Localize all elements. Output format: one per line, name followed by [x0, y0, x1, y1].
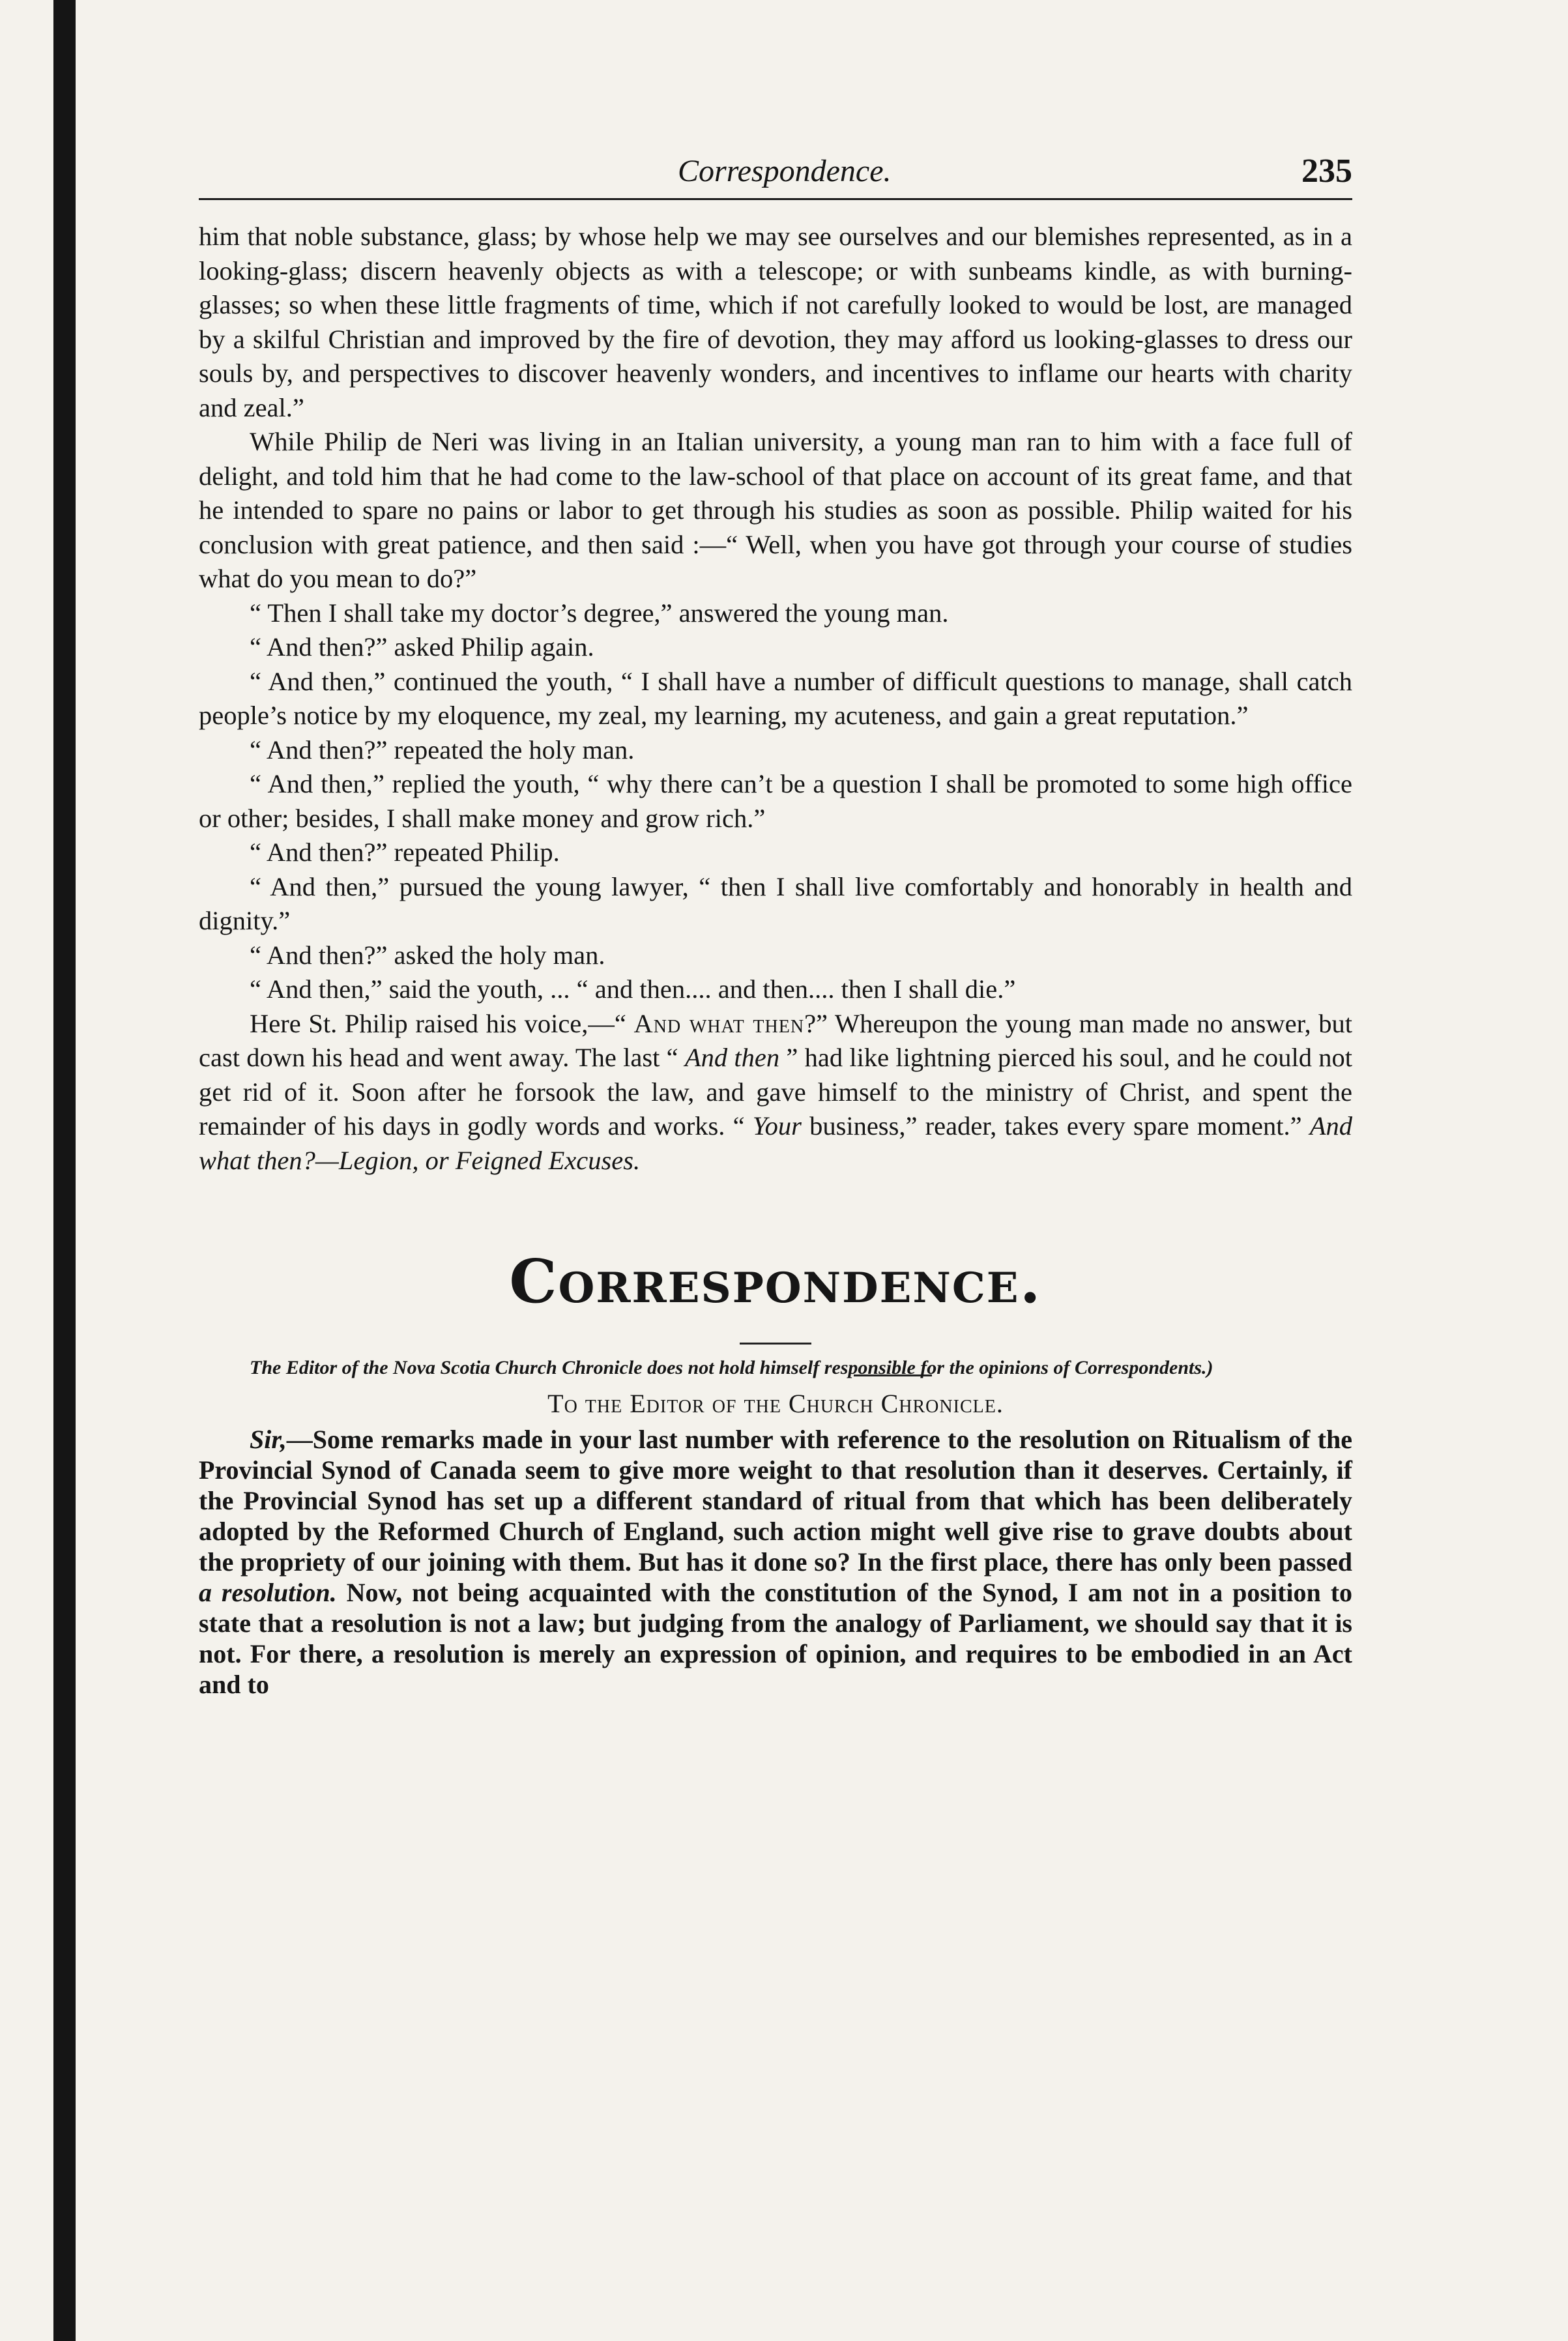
paragraph: “ And then,” said the youth, ... “ and then.... and then.... then I shall die.”	[250, 974, 1016, 1004]
page-header	[199, 134, 1352, 196]
paragraph: “ And then,” replied the youth, “ why there can’t be a question I shall be promoted to some high office or other; besides, I shall make money and grow rich.”	[199, 769, 1352, 833]
section-heading: Correspondence.	[509, 1246, 1042, 1316]
heading-rule	[740, 1343, 811, 1345]
paragraph: “ Then I shall take my doctor’s degree,” answered the young man.	[250, 598, 949, 628]
text-run: And what then	[633, 1008, 805, 1038]
text-run: Now, not being acquainted with the constitution of the Synod, I am not in a position to state that a resolution is not a law; but judging from the analogy of Parliament, we should say that it is not. For there, a resolution is merely an expression of opinion, and requires to be embodied in an Act and to	[199, 1578, 1353, 1699]
book-spine-shadow	[53, 0, 76, 2341]
paragraph: While Philip de Neri was living in an Italian university, a young man ran to him with a face full of delight, and told him that he had come to the law-school of that place on account of its great fame, and that he intended to spare no pains or labor to get through his studies as soon as possible. Philip waited for his conclusion with great patience, and then said :—“ Well, when you have got through your course of studies what do you mean to do?”	[199, 427, 1352, 593]
text-run: a resolution.	[199, 1578, 337, 1607]
text-run: And what then?—Legion, or Feigned Excuses.	[199, 1111, 1353, 1175]
paragraph: “ And then?” asked Philip again.	[250, 632, 594, 662]
letter-body	[199, 1424, 1352, 1700]
article-body	[199, 220, 1352, 1178]
letter-address: To the Editor of the Church Chronicle.	[547, 1389, 1004, 1418]
page-number: 235	[1301, 153, 1352, 190]
text-run: —Some remarks made in your last number with reference to the resolution on Ritualism of the Provincial Synod of Canada seem to give more weight to that resolution than it deserves. Certainly, if the Provincial Synod has set up a different standard of ritual from that which has been deliberately adopted by the Reformed Church of England, such action might well give rise to grave doubts about the propriety of our joining with them. But has it done so? In the first place, there has only been passed	[199, 1425, 1352, 1577]
text-run: And then	[684, 1043, 780, 1072]
paragraph: “ And then?” repeated Philip.	[250, 837, 560, 867]
text-run: Your	[752, 1111, 802, 1141]
paragraph: “ And then?” asked the holy man.	[250, 940, 605, 970]
text-run: business,” reader, takes every spare moment.”	[801, 1111, 1310, 1141]
paragraph: “ And then?” repeated the holy man.	[250, 734, 635, 764]
paragraph: him that noble substance, glass; by whose help we may see ourselves and our blemishes represented, as in a looking-glass; discern heavenly objects as with a telescope; or with sunbeams kindle, as with burning-glasses; so when these little fragments of time, which if not carefully looked to would be lost, are managed by a skilful Christian and improved by the fire of devotion, they may afford us looking-glasses to dress our souls by, and perspectives to discover heavenly wonders, and incentives to inflame our hearts with charity and zeal.”	[199, 222, 1352, 422]
text-run: Here St. Philip raised his voice,—“	[250, 1008, 634, 1038]
paragraph: “ And then,” continued the youth, “ I shall have a number of difficult questions to manage, shall catch people’s notice by my eloquence, my zeal, my learning, my acuteness, and gain a great reputation.”	[199, 666, 1352, 730]
page	[199, 134, 1352, 1700]
text-run: ?” Whereupon the young man made no answer, but cast down his head and went away. The last “	[199, 1008, 1353, 1072]
closing-paragraph	[199, 1007, 1352, 1178]
text-run: Sir,	[250, 1425, 287, 1454]
running-title: Correspondence.	[678, 154, 892, 188]
paragraph: “ And then,” pursued the young lawyer, “ then I shall live comfortably and honorably in health and dignity.”	[199, 871, 1352, 935]
editor-disclaimer: The Editor of the Nova Scotia Church Chronicle does not hold himself responsible for the opinions of Correspondents.)	[250, 1357, 1213, 1378]
header-rule	[199, 198, 1352, 200]
text-run: ” had like lightning pierced his soul, and he could not get rid of it. Soon after he forsook the law, and gave himself to the ministry of Christ, and spent the remainder of his days in godly words and works. “	[199, 1043, 1352, 1141]
